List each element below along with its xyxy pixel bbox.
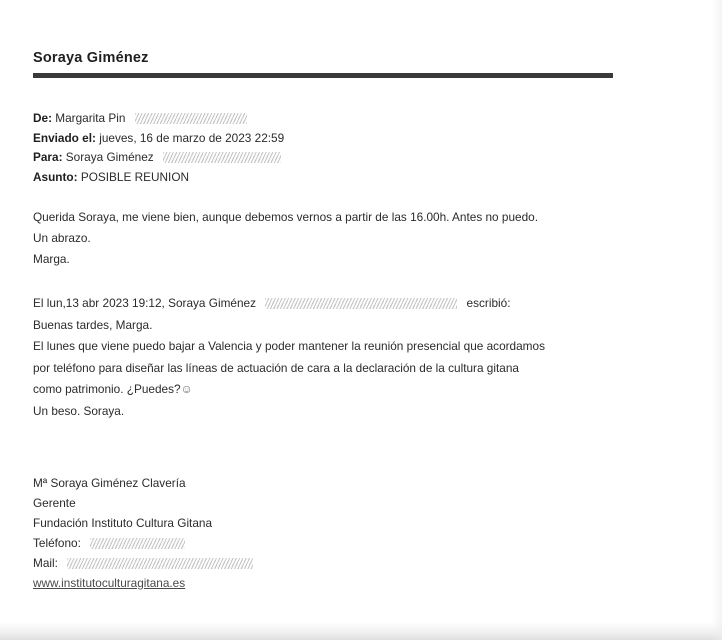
redaction-mark-mail [67,558,253,569]
scan-shadow-bottom [0,622,722,640]
signature-mail [33,553,673,573]
quote-line: El lunes que viene puedo bajar a Valencia y poder mantener la reunión presencial que acordamos [33,339,545,353]
mail-label: Mail: [33,556,58,570]
title-divider [33,73,613,78]
subject-label: Asunto: [33,169,78,184]
email-field-from [33,109,673,129]
sent-label: Enviado el: [33,130,96,145]
email-field-subject [33,168,673,188]
signature-phone [33,533,673,553]
signature-name: Mª Soraya Giménez Clavería [33,476,186,490]
page-title: Soraya Giménez [33,50,149,66]
to-label: Para: [33,150,63,164]
body-line: Querida Soraya, me viene bien, aunque debemos vernos a partir de las 16.00h. Antes no puedo. [33,210,538,224]
quote-line: por teléfono para diseñar las líneas de actuación de cara a la declaración de la cultura gitana [33,360,519,375]
signature-role: Gerente [33,496,76,510]
to-value: Soraya Giménez [65,150,154,164]
document-header [33,50,613,78]
redaction-mark-phone [90,538,185,549]
quote-attribution-prefix: El lun,13 abr 2023 19:12, Soraya Giménez [33,296,256,310]
quote-line-with-emoji [33,379,673,401]
subject-value: POSIBLE REUNION [80,169,190,184]
email-field-sent [33,129,673,149]
email-signature [33,473,673,593]
quote-attribution-suffix: escribió: [466,296,511,310]
redaction-mark-quote-address [265,298,457,309]
body-line: Un abrazo. [33,231,91,245]
quoted-message [33,293,673,422]
website-link[interactable]: www.institutoculturagitana.es [33,576,186,590]
quote-line: como patrimonio. ¿Puedes? [33,382,181,396]
signature-website[interactable] [33,573,673,593]
quote-line: Un beso. Soraya. [33,403,125,418]
smiley-icon: ☺ [180,382,193,396]
email-field-to [33,148,673,168]
from-value: Margarita Pin [55,111,126,125]
body-line: Marga. [33,252,70,266]
email-header-fields [33,109,673,187]
sent-value: jueves, 16 de marzo de 2023 22:59 [99,130,285,145]
redaction-mark-from [135,113,247,124]
signature-organization: Fundación Instituto Cultura Gitana [33,516,213,530]
redaction-mark-to [163,152,281,163]
quote-line: Buenas tardes, Marga. [33,317,153,332]
scan-shadow-right [712,0,722,640]
phone-label: Teléfono: [33,536,81,550]
from-label: De: [33,111,53,125]
quote-attribution [33,293,673,315]
email-body [33,207,673,270]
